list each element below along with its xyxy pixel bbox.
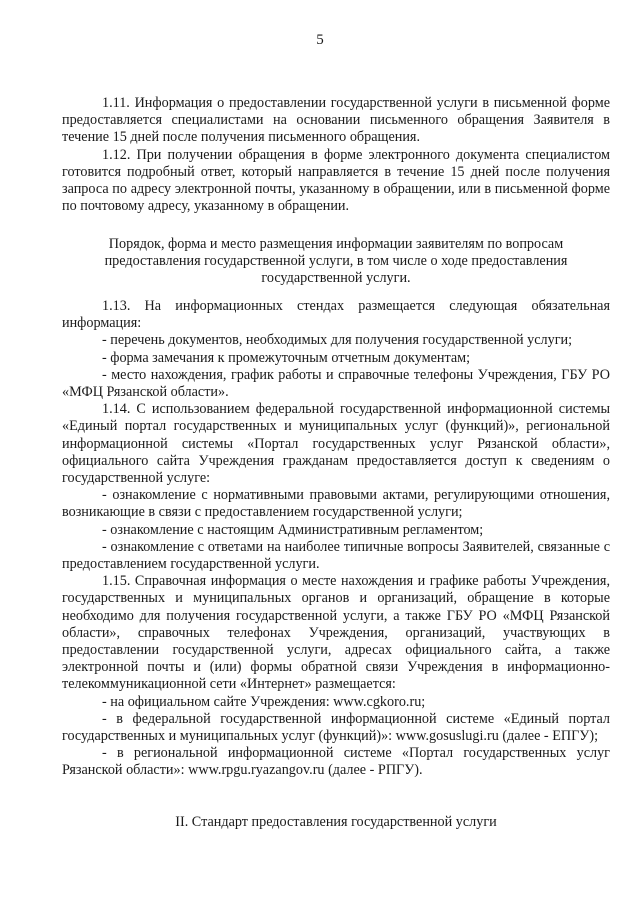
list-item: - перечень документов, необходимых для получения государственной услуги;: [102, 332, 573, 349]
list-item: - ознакомление с настоящим Административным регламентом;: [102, 521, 484, 538]
list-item: - ознакомление с нормативными правовыми актами, регулирующими отношения, возникающие в связи с предоставлением государственной услуги;: [62, 487, 610, 521]
list-item: - в федеральной государственной информационной системе «Единый портал государственных и муниципальных услуг (функций)»: www.gosuslugi.ru (далее - ЕПГУ);: [62, 710, 610, 745]
list-item: - в региональной информационной системе «Портал государственных услуг Рязанской области»: www.rpgu.ryazangov.ru (далее - РПГУ).: [62, 745, 610, 779]
paragraph-1-15: 1.15. Справочная информация о месте нахождения и графике работы Учреждения, государственных и муниципальных органов и организаций, обращение в которые необходимо для получения государственной услуги, а также ГБУ РО «МФЦ Рязанской области», справочных телефонах Учреждения, организаций, участвующих в предоставлении государственной услуги, адресах официального сайта, а также электронной почты и (или) формы обратной связи Учреждения в информационно-телекоммуникационной сети «Интернет» размещается:: [62, 573, 610, 693]
page-number: 5: [316, 32, 324, 48]
list-item: - ознакомление с ответами на наиболее типичные вопросы Заявителей, связанные с предоставлением государственной услуги.: [62, 538, 610, 573]
paragraph-1-11: 1.11. Информация о предоставлении государственной услуги в письменной форме предоставляется специалистами на основании письменного обращения Заявителя в течение 15 дней после получения письменного обращения.: [62, 95, 610, 146]
section-1-11-1-12: [62, 95, 610, 215]
section-1-13-1-15: [62, 298, 610, 780]
section-2-heading: II. Стандарт предоставления государственной услуги: [175, 814, 497, 830]
list-item: - место нахождения, график работы и справочные телефоны Учреждения, ГБУ РО «МФЦ Рязанской области».: [62, 366, 610, 401]
paragraph-1-13: 1.13. На информационных стендах размещается следующая обязательная информация:: [62, 298, 610, 332]
info-heading: Порядок, форма и место размещения информации заявителям по вопросам предоставления государственной услуги, в том числе о ходе предоставления государственной услуги.: [104, 236, 568, 287]
paragraph-1-12: 1.12. При получении обращения в форме электронного документа специалистом готовится подробный ответ, который направляется в течение 15 дней после получения запроса по адресу электронной почты, указанному в обращении, или в письменной форме по почтовому адресу, указанному в обращении.: [62, 146, 610, 215]
list-item: - форма замечания к промежуточным отчетным документам;: [102, 349, 471, 366]
paragraph-1-14: 1.14. С использованием федеральной государственной информационной системы «Единый портал государственных и муниципальных услуг (функций)», региональной информационной системы «Портал государственных услуг Рязанской области», официального сайта Учреждения гражданам предоставляется доступ к сведениям о государственной услуге:: [62, 401, 610, 487]
list-item: - на официальном сайте Учреждения: www.cgkoro.ru;: [102, 693, 426, 710]
